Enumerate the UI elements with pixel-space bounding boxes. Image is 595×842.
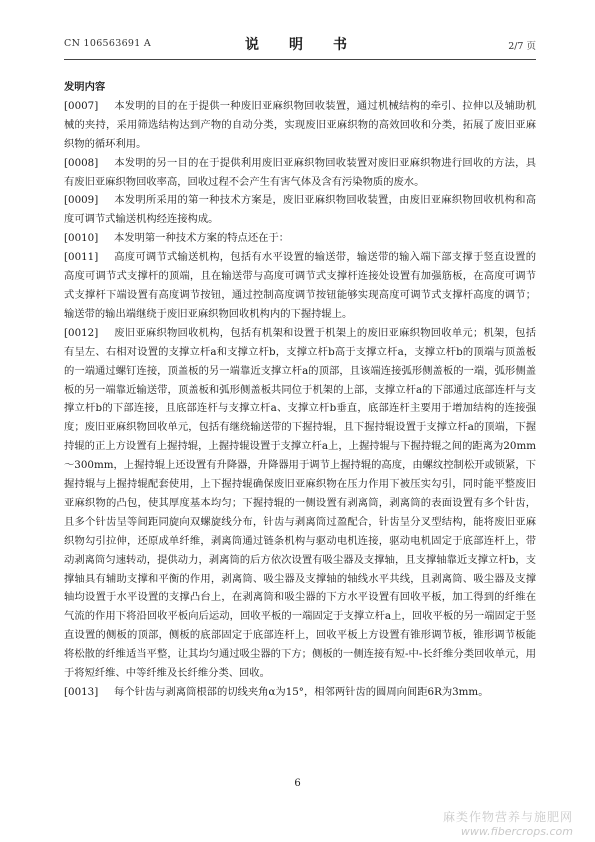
paragraph <box>64 97 536 154</box>
paragraph-text: 高度可调节式输送机构，包括有水平设置的输送带，输送带的输入端下部支撑于竖直设置的高度可调节式支撑杆的顶端，且在输送带与高度可调节式支撑杆连接处设置有加强筋板，在高度可调节式支撑杆下端设置有高度调节按钮，通过控制高度调节按钮能够实现高度可调节式支撑杆高度的调节；输送带的输出端继绕于废旧亚麻织物回收机构内的下握持辊上。 <box>64 251 536 320</box>
paragraph-number: [0009] <box>64 194 99 207</box>
page-indicator: 2/7 页 <box>508 41 536 52</box>
watermark <box>443 808 573 838</box>
paragraph <box>64 248 536 324</box>
paragraph-number: [0013] <box>64 686 99 698</box>
paragraph <box>64 683 536 702</box>
paragraph-number: [0012] <box>64 326 99 339</box>
document-title: 说 明 书 <box>245 37 355 53</box>
patent-number: CN 106563691 A <box>64 38 152 49</box>
paragraph <box>64 324 536 683</box>
page-header <box>64 34 536 54</box>
paragraph-number: [0007] <box>64 99 99 112</box>
paragraph-text: 本发明的目的在于提供一种废旧亚麻织物回收装置，通过机械结构的牵引、拉伸以及辅助机械的夹持，采用筛选结构达到产物的自动分类，实现废旧亚麻织物的高效回收和分类，拓展了废旧亚麻织物的循环利用。 <box>64 99 536 150</box>
paragraph <box>64 154 536 192</box>
paragraph-number: [0011] <box>64 251 99 264</box>
paragraph-text: 本发明的另一目的在于提供利用废旧亚麻织物回收装置对废旧亚麻织物进行回收的方法，具有废旧亚麻织物回收率高，回收过程不会产生有害气体及含有污染物质的废水。 <box>64 156 536 188</box>
paragraph-number: [0008] <box>64 156 99 169</box>
paragraph-list <box>64 97 536 702</box>
paragraph-text: 本发明所采用的第一种技术方案是，废旧亚麻织物回收装置，由废旧亚麻织物回收机构和高度可调节式输送机构经连接构成。 <box>64 194 536 226</box>
document-body <box>64 78 536 702</box>
paragraph-text: 本发明第一种技术方案的特点还在于： <box>114 232 290 245</box>
header-rule <box>64 59 536 60</box>
paragraph-text: 每个针齿与剥离筒根部的切线夹角α为15°，相邻两针齿的圆周向间距6R为3mm。 <box>114 686 489 698</box>
paragraph <box>64 229 536 248</box>
watermark-url: www.fibercrops.com <box>460 825 573 838</box>
paragraph <box>64 191 536 229</box>
watermark-cn: 麻类作物营养与施肥网 <box>442 810 573 824</box>
page-number: 6 <box>294 778 301 789</box>
section-title: 发明内容 <box>64 81 106 93</box>
paragraph-number: [0010] <box>64 232 99 245</box>
paragraph-text: 废旧亚麻织物回收机构，包括有机架和设置于机架上的废旧亚麻织物回收单元；机架，包括有呈左、右相对设置的支撑立杆a和支撑立杆b，支撑立杆b高于支撑立杆a，支撑立杆b的顶端与顶盖板的一端通过螺钉连接，顶盖板的另一端靠近支撑立杆a的顶部，且该端连接弧形侧盖板的一端，弧形侧盖板的另一端靠近输送带，顶盖板和弧形侧盖板共同位于机架的上部，支撑立杆a的下部通过底部连杆与支撑立杆b的下部连接，且底部连杆与支撑立杆a、支撑立杆b垂直，底部连杆主要用于增加结构的连接强度；废旧亚麻织物回收单元，包括有继绕输送带的下握持辊，且下握持辊设置于支撑立杆a的顶端，下握持辊的正上方设置有上握持辊，上握持辊设置于支撑立杆a上，上握持辊与下握持辊之间的距离为20mm～300mm，上握持辊上还设置有升降器，升降器用于调节上握持辊的高度，由螺纹控制松开或锁紧，下握持辊与上握持辊配套使用，上下握持辊确保废旧亚麻织物在压力作用下被压实勾引，同时能平整废旧亚麻织物的凸包，使其厚度基本均匀；下握持辊的一侧设置有剥离筒，剥离筒的表面设置有多个针齿，且多个针齿呈等间距同旋向双螺旋线分布，针齿与剥离筒过盈配合，针齿呈分叉型结构，能将废旧亚麻织物勾引拉伸，还原成单纤维，剥离筒通过链条机构与驱动电机连接，驱动电机固定于底部连杆上，带动剥离筒匀速转动，提供动力，剥离筒的后方依次设置有吸尘器及支撑轴，且支撑轴靠近支撑立杆b，支撑轴具有辅助支撑和平衡的作用，剥离筒、吸尘器及支撑轴的轴线水平共线，且剥离筒、吸尘器及支撑轴均设置于水平设置的支撑凸台上，在剥离筒和吸尘器的下方水平设置有回收平板，加工得到的纤维在气流的作用下将沿回收平板向后运动，回收平板的一端固定于支撑立杆a上，回收平板的另一端固定于竖直设置的侧板的顶部，侧板的底部固定于底部连杆上，回收平板上方设置有锥形调节板，锥形调节板能将松散的纤维适当平整，让其均匀通过吸尘器的下方；侧板的一侧连接有短-中-长纤维分类回收单元，用于将短纤维、中等纤维及长纤维分类、回收。 <box>64 326 536 680</box>
